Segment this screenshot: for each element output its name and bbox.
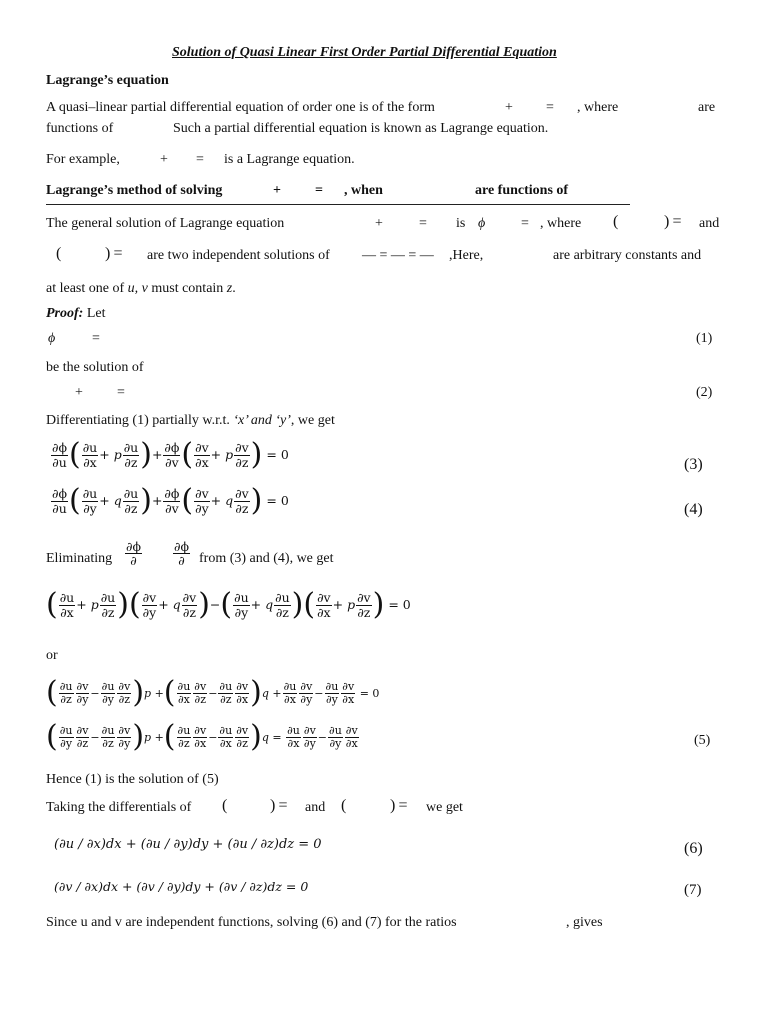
equation-number-2: (2) [696,385,713,400]
atleast-z: z [226,281,233,296]
proof-label: Proof: [46,306,84,321]
equation-number-4: (4) [684,501,703,518]
equation-6: (∂u / ∂x)dx + (∂u / ∂y)dy + (∂u / ∂z)dz = 0 [54,837,322,852]
proof-plus: + [75,385,83,400]
equation-7: (∂v / ∂x)dx + (∂v / ∂y)dy + (∂v / ∂z)dz = 0 [54,879,309,894]
general-text: The general solution of Lagrange equation [46,216,285,231]
atleast-b: must contain [147,281,227,296]
frac-dphi-dv-4: $\frac{\partial\phi}{\partial v}$ [164,486,180,516]
general-phi: ϕ [478,216,486,231]
eliminating-text: Eliminating [46,551,113,566]
elim-frac-2: $\frac{\partial\phi}{\partial}$ [174,539,189,569]
or-text: or [46,648,58,663]
diff-a: Differentiating (1) partially w.r.t. [46,413,234,428]
general-and: and [699,216,720,231]
frac-du-dy: $\frac{\partial u}{\partial y}$ [82,486,98,516]
frac-du-dz-4: $\frac{\partial u}{\partial z}$ [123,486,139,516]
proof-equals-2: = [117,385,125,400]
taking-text: Taking the differentials of [46,800,192,815]
page-title: Solution of Quasi Linear First Order Partial Differential Equation [172,45,557,60]
frac-dv-dx: $\frac{\partial v}{\partial x}$ [195,440,209,470]
general-rparen-2: ) = [105,245,123,262]
example-equals: = [196,152,204,167]
proof-be-solution: be the solution of [46,360,144,375]
atleast-a: at least one of [46,281,128,296]
equation-number-7: (7) [684,882,702,898]
general-equals: = [419,216,427,231]
equation-4: $\frac{\partial\phi}{\partial u}$ ( $\frac{\partial u}{\partial y}$ + q $\frac{\partial u}{\partial z}$ ) + $\frac{\partial\phi}{\partial v}$ ( $\frac{\partial v}{\partial y}$ + q $\frac{\partial v}{\partial z}$ ) = 0 [52,483,289,518]
general-where: , where [540,216,582,231]
taking-and: and [305,800,326,815]
taking-lparen: ( [222,797,228,814]
atleast-uv: u, v [127,281,148,296]
para1-plus: + [505,100,513,115]
hence-text: Hence (1) is the solution of (5) [46,772,219,787]
example-tail: is a Lagrange equation. [224,152,355,167]
heading-rule [46,204,630,205]
equation-number-5: (5) [694,733,711,748]
general-plus: + [375,216,383,231]
example-plus: + [160,152,168,167]
method-equals: = [315,183,323,198]
para1-functions-of: functions of [46,121,114,136]
general-here: ,Here, [449,248,484,263]
section-heading-lagrange: Lagrange’s equation [46,73,169,88]
taking-rparen: ) = [270,797,288,814]
para1-equals: = [546,100,554,115]
general-independent: are two independent solutions of [147,248,330,263]
equation-expanded-1: ( $\frac{\partial u}{\partial z}$ $\frac{\partial v}{\partial y}$ − $\frac{\partial u}{\partial y}$ $\frac{\partial v}{\partial z}$ ) p + ( $\frac{\partial u}{\partial x}$ $\frac{\partial v}{\partial z}$ − $\frac{\partial u}{\partial z}$ $\frac{\partial v}{\partial x}$ ) q + $\frac{\partial u}{\partial x}$ $\frac{\partial v}{\partial y}$ − $\frac{\partial u}{\partial y}$ $\frac{\partial v}{\partial x}$ = 0 [46,675,380,710]
proof-line [46,307,105,321]
proof-equals: = [92,331,100,346]
general-rparen: ) = [664,213,682,230]
para1-are: are [698,100,716,115]
frac-dv-dy: $\frac{\partial v}{\partial y}$ [195,486,209,516]
method-when: , when [344,183,383,198]
general-is: is [456,216,466,231]
general-arbitrary: are arbitrary constants and [553,248,702,263]
frac-dphi-du: $\frac{\partial\phi}{\partial u}$ [52,440,67,470]
general-atleast [46,282,236,296]
frac-dv-dz-4: $\frac{\partial v}{\partial z}$ [235,486,249,516]
proof-let: Let [83,306,106,321]
frac-dphi-dv: $\frac{\partial\phi}{\partial v}$ [164,440,180,470]
eliminating-tail: from (3) and (4), we get [199,551,334,566]
taking-rparen-2: ) = [390,797,408,814]
equation-expanded-2: ( $\frac{\partial u}{\partial y}$ $\frac{\partial v}{\partial z}$ − $\frac{\partial u}{\partial z}$ $\frac{\partial v}{\partial y}$ ) p + ( $\frac{\partial u}{\partial z}$ $\frac{\partial v}{\partial x}$ − $\frac{\partial u}{\partial x}$ $\frac{\partial v}{\partial z}$ ) q = $\frac{\partial u}{\partial x}$ $\frac{\partial v}{\partial y}$ − $\frac{\partial u}{\partial y}$ $\frac{\partial v}{\partial x}$ [46,719,358,754]
taking-weget: we get [426,800,463,815]
since-text: Since u and v are independent functions, solving (6) and (7) for the ratios [46,915,457,930]
general-lparen-2: ( [56,245,62,262]
para1-where: , where [577,100,619,115]
method-are-functions: are functions of [475,183,569,198]
frac-dphi-du-4: $\frac{\partial\phi}{\partial u}$ [52,486,67,516]
taking-lparen-2: ( [341,797,347,814]
differentiating-line [46,414,335,428]
method-plus: + [273,183,281,198]
equation-number-1: (1) [696,331,713,346]
equation-number-6: (6) [684,840,703,857]
equation-3: $\frac{\partial\phi}{\partial u}$ ( $\frac{\partial u}{\partial x}$ + p $\frac{\partial u}{\partial z}$ ) + $\frac{\partial\phi}{\partial v}$ ( $\frac{\partial v}{\partial x}$ + p $\frac{\partial v}{\partial z}$ ) = 0 [52,437,289,472]
since-gives: , gives [566,915,603,930]
elim-frac-1: $\frac{\partial\phi}{\partial}$ [126,539,141,569]
diff-c: , we get [290,413,335,428]
para1-text: A quasi–linear partial differential equation of order one is of the form [46,100,435,115]
general-dashes: — = — = — [362,248,434,263]
method-heading: Lagrange’s method of solving [46,183,223,198]
diff-xy: ‘x’ and ‘y’ [233,413,291,428]
frac-du-dz: $\frac{\partial u}{\partial z}$ [123,440,139,470]
example-text: For example, [46,152,120,167]
general-equals-2: = [521,216,529,231]
general-lparen: ( [613,213,619,230]
proof-phi: ϕ [48,331,56,346]
frac-du-dx: $\frac{\partial u}{\partial x}$ [82,440,98,470]
frac-dv-dz: $\frac{\partial v}{\partial z}$ [235,440,249,470]
equation-eliminated: ( $\frac{\partial u}{\partial x}$ + p $\frac{\partial u}{\partial z}$ )( $\frac{\partial v}{\partial y}$ + q $\frac{\partial v}{\partial z}$ ) − ( $\frac{\partial u}{\partial y}$ + q $\frac{\partial u}{\partial z}$ )( $\frac{\partial v}{\partial x}$ + p $\frac{\partial v}{\partial z}$ ) = 0 [46,587,411,622]
para1-known: Such a partial differential equation is known as Lagrange equation. [173,121,549,136]
atleast-dot: . [232,281,236,296]
equation-number-3: (3) [684,456,703,473]
